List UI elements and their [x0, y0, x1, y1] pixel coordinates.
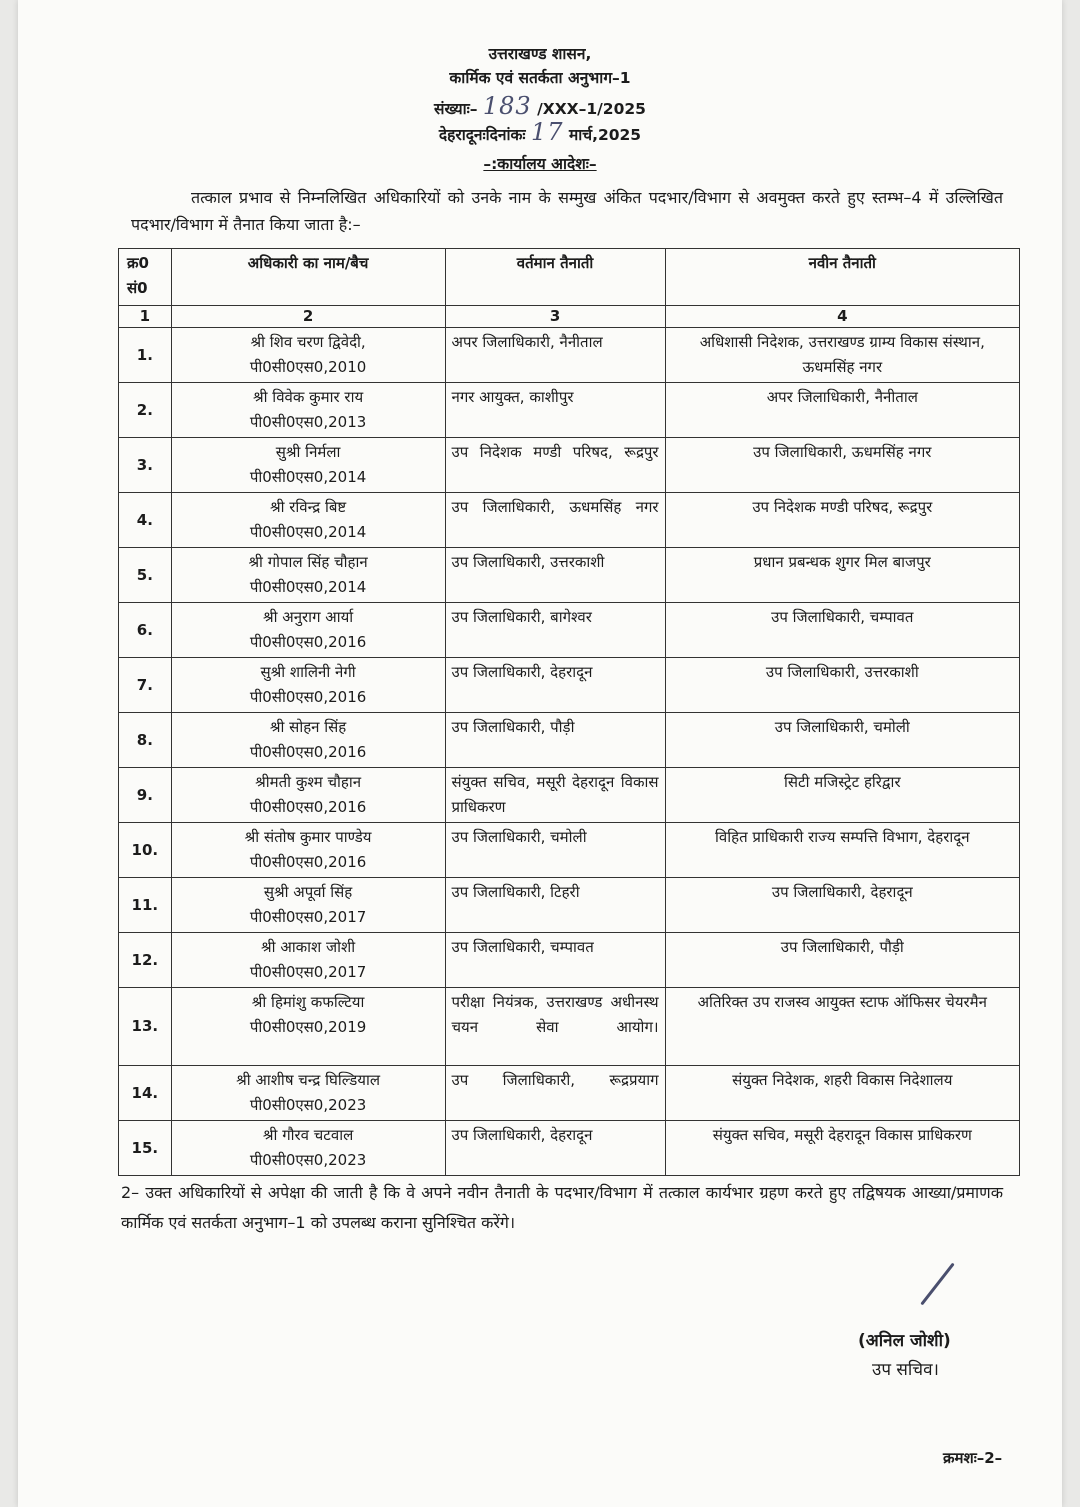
order-date: [18, 118, 1062, 146]
row-serial: 8.: [119, 713, 172, 768]
header-name-batch: अधिकारी का नाम/बैच: [171, 249, 445, 306]
table-header-row: [119, 249, 1020, 306]
order-date-suffix: मार्च,2025: [568, 126, 642, 144]
row-serial: 2.: [119, 383, 172, 438]
current-posting: उप जिलाधिकारी, उत्तरकाशी: [445, 548, 665, 603]
new-posting: उप जिलाधिकारी, उत्तरकाशी: [665, 658, 1019, 713]
officer-name: श्री आशीष चन्द्र घिल्डियाल: [236, 1071, 381, 1089]
officer-name: सुश्री निर्मला: [275, 443, 341, 461]
officer-batch: पी0सी0एस0,2019: [249, 1018, 367, 1036]
officer-batch: पी0सी0एस0,2014: [249, 523, 367, 541]
officer-cell: [171, 1121, 445, 1176]
table-row: [119, 713, 1020, 768]
order-number-handwritten: 183: [482, 92, 532, 120]
signature-mark: [920, 1263, 954, 1306]
row-serial: 1.: [119, 328, 172, 383]
officer-cell: [171, 933, 445, 988]
officer-cell: [171, 658, 445, 713]
table-row: [119, 493, 1020, 548]
current-posting: परीक्षा नियंत्रक, उत्तराखण्ड अधीनस्थ चयन सेवा आयोग।: [445, 988, 665, 1066]
officer-batch: पी0सी0एस0,2017: [249, 908, 367, 926]
table-row: [119, 1066, 1020, 1121]
row-serial: 14.: [119, 1066, 172, 1121]
row-serial: 3.: [119, 438, 172, 493]
row-serial: 13.: [119, 988, 172, 1066]
table-row: [119, 768, 1020, 823]
officer-cell: [171, 548, 445, 603]
officer-batch: पी0सी0एस0,2016: [249, 633, 367, 651]
new-posting: सिटी मजिस्ट्रेट हरिद्वार: [665, 768, 1019, 823]
header-new-posting: नवीन तैनाती: [665, 249, 1019, 306]
table-row: [119, 823, 1020, 878]
officer-cell: [171, 988, 445, 1066]
row-serial: 11.: [119, 878, 172, 933]
current-posting: उप जिलाधिकारी, देहरादून: [445, 658, 665, 713]
officer-name: श्री संतोष कुमार पाण्डेय: [244, 828, 372, 846]
continued-marker: क्रमशः–2–: [943, 1449, 1003, 1467]
new-posting: उप जिलाधिकारी, चमोली: [665, 713, 1019, 768]
officer-batch: पी0सी0एस0,2016: [249, 798, 367, 816]
table-row: [119, 603, 1020, 658]
officer-batch: पी0सी0एस0,2016: [249, 688, 367, 706]
office-order-title: –:कार्यालय आदेशः–: [483, 155, 597, 173]
new-posting: उप जिलाधिकारी, चम्पावत: [665, 603, 1019, 658]
table-body: [119, 328, 1020, 1176]
row-serial: 4.: [119, 493, 172, 548]
new-posting: अपर जिलाधिकारी, नैनीताल: [665, 383, 1019, 438]
table-row: [119, 988, 1020, 1066]
officer-name: श्री विवेक कुमार राय: [253, 388, 364, 406]
order-date-handwritten: 17: [530, 118, 564, 146]
table-row: [119, 383, 1020, 438]
header-sno: क्र0 सं0: [119, 249, 172, 306]
officer-batch: पी0सी0एस0,2016: [249, 743, 367, 761]
officer-cell: [171, 878, 445, 933]
order-number-label: संख्याः–: [434, 100, 478, 118]
current-posting: उप जिलाधिकारी, बागेश्वर: [445, 603, 665, 658]
officer-name: श्री आकाश जोशी: [261, 938, 356, 956]
row-serial: 15.: [119, 1121, 172, 1176]
officer-batch: पी0सी0एस0,2016: [249, 853, 367, 871]
officer-cell: [171, 383, 445, 438]
current-posting: अपर जिलाधिकारी, नैनीताल: [445, 328, 665, 383]
officer-batch: पी0सी0एस0,2014: [249, 578, 367, 596]
officer-cell: [171, 713, 445, 768]
new-posting: अधिशासी निदेशक, उत्तराखण्ड ग्राम्य विकास संस्थान, ऊधमसिंह नगर: [665, 328, 1019, 383]
current-posting: उप जिलाधिकारी, देहरादून: [445, 1121, 665, 1176]
current-posting: संयुक्त सचिव, मसूरी देहरादून विकास प्राधिकरण: [445, 768, 665, 823]
officer-name: श्री गोपाल सिंह चौहान: [248, 553, 368, 571]
new-posting: उप जिलाधिकारी, देहरादून: [665, 878, 1019, 933]
officer-cell: [171, 823, 445, 878]
officer-batch: पी0सी0एस0,2010: [249, 358, 367, 376]
new-posting: उप जिलाधिकारी, पौड़ी: [665, 933, 1019, 988]
current-posting: उप जिलाधिकारी, ऊधमसिंह नगर: [445, 493, 665, 548]
current-posting: उप जिलाधिकारी, चमोली: [445, 823, 665, 878]
intro-paragraph: तत्काल प्रभाव से निम्नलिखित अधिकारियों को उनके नाम के सम्मुख अंकित पदभार/विभाग से अवमुक्त करते हुए स्तम्भ–4 में उल्लिखित पदभार/विभाग में तैनात किया जाता है:–: [131, 188, 1003, 234]
new-posting: उप जिलाधिकारी, ऊधमसिंह नगर: [665, 438, 1019, 493]
officer-batch: पी0सी0एस0,2023: [249, 1096, 367, 1114]
current-posting: उप जिलाधिकारी, पौड़ी: [445, 713, 665, 768]
new-posting: अतिरिक्त उप राजस्व आयुक्त स्टाफ ऑफिसर चेयरमैन: [665, 988, 1019, 1066]
new-posting: संयुक्त सचिव, मसूरी देहरादून विकास प्राधिकरण: [665, 1121, 1019, 1176]
officer-batch: पी0सी0एस0,2017: [249, 963, 367, 981]
officer-batch: पी0सी0एस0,2013: [249, 413, 367, 431]
officer-cell: [171, 438, 445, 493]
row-serial: 5.: [119, 548, 172, 603]
officer-cell: [171, 1066, 445, 1121]
signatory-designation: उप सचिव।: [872, 1360, 939, 1380]
officer-name: श्री हिमांशु कफल्टिया: [251, 993, 365, 1011]
order-number-suffix: /XXX–1/2025: [537, 100, 646, 118]
current-posting: उप जिलाधिकारी, टिहरी: [445, 878, 665, 933]
col-number: 3: [445, 306, 665, 328]
table-row: [119, 933, 1020, 988]
current-posting: उप निदेशक मण्डी परिषद, रूद्रपुर: [445, 438, 665, 493]
row-serial: 6.: [119, 603, 172, 658]
officer-batch: पी0सी0एस0,2023: [249, 1151, 367, 1169]
officer-name: श्री अनुराग आर्या: [262, 608, 354, 626]
order-number: [18, 92, 1062, 120]
row-serial: 9.: [119, 768, 172, 823]
instruction-paragraph: 2– उक्त अधिकारियों से अपेक्षा की जाती है कि वे अपने नवीन तैनाती के पदभार/विभाग में तत्काल कार्यभार ग्रहण करते हुए तद्विषयक आख्या/प्रमाणक कार्मिक एवं सतर्कता अनुभाग–1 को उपलब्ध कराना सुनिश्चित करेंगे।: [121, 1183, 1003, 1232]
new-posting: संयुक्त निदेशक, शहरी विकास निदेशालय: [665, 1066, 1019, 1121]
table-row: [119, 658, 1020, 713]
new-posting: उप निदेशक मण्डी परिषद, रूद्रपुर: [665, 493, 1019, 548]
table-row: [119, 548, 1020, 603]
row-serial: 7.: [119, 658, 172, 713]
officer-name: श्री रविन्द्र बिष्ट: [269, 498, 347, 516]
col-number: 4: [665, 306, 1019, 328]
officer-name: श्रीमती कुश्म चौहान: [255, 773, 362, 791]
transfer-table: [118, 248, 1020, 1176]
officer-name: सुश्री अपूर्वा सिंह: [263, 883, 353, 901]
current-posting: उप जिलाधिकारी, चम्पावत: [445, 933, 665, 988]
officer-name: श्री शिव चरण द्विवेदी,: [250, 333, 366, 351]
col-number: 2: [171, 306, 445, 328]
officer-cell: [171, 328, 445, 383]
table-row: [119, 878, 1020, 933]
officer-cell: [171, 493, 445, 548]
order-date-label: देहरादूनःदिनांकः: [438, 126, 526, 144]
officer-name: श्री सोहन सिंह: [269, 718, 347, 736]
signatory-name: (अनिल जोशी): [858, 1331, 951, 1351]
col-number: 1: [119, 306, 172, 328]
govt-heading: उत्तराखण्ड शासन,: [488, 45, 592, 63]
table-row: [119, 1121, 1020, 1176]
officer-cell: [171, 603, 445, 658]
new-posting: विहित प्राधिकारी राज्य सम्पत्ति विभाग, देहरादून: [665, 823, 1019, 878]
header-current-posting: वर्तमान तैनाती: [445, 249, 665, 306]
officer-name: श्री गौरव चटवाल: [262, 1126, 354, 1144]
document-page: [18, 0, 1062, 1507]
section-heading: कार्मिक एवं सतर्कता अनुभाग–1: [449, 69, 631, 87]
table-row: [119, 438, 1020, 493]
table-row: [119, 328, 1020, 383]
new-posting: प्रधान प्रबन्धक शुगर मिल बाजपुर: [665, 548, 1019, 603]
current-posting: उप जिलाधिकारी, रूद्रप्रयाग: [445, 1066, 665, 1121]
officer-cell: [171, 768, 445, 823]
officer-batch: पी0सी0एस0,2014: [249, 468, 367, 486]
officer-name: सुश्री शालिनी नेगी: [260, 663, 356, 681]
current-posting: नगर आयुक्त, काशीपुर: [445, 383, 665, 438]
row-serial: 12.: [119, 933, 172, 988]
row-serial: 10.: [119, 823, 172, 878]
column-number-row: [119, 306, 1020, 328]
